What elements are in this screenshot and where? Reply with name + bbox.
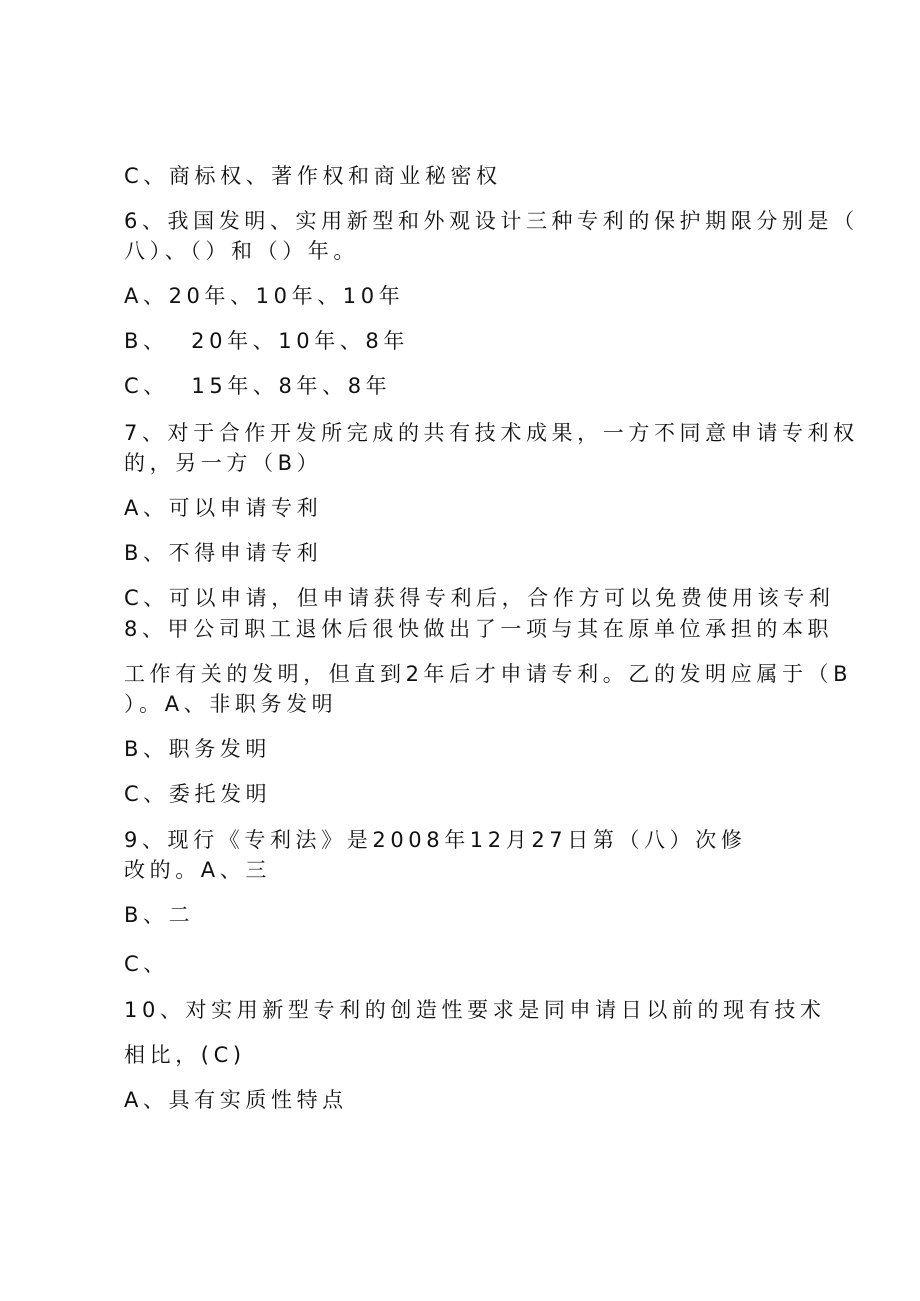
q9-option-c: C、 (124, 952, 169, 976)
q8-option-c: C、委托发明 (124, 782, 272, 806)
q7-option-b: B、不得申请专利 (124, 541, 323, 565)
q6-option-b: B、 20年、10年、8年 (124, 329, 409, 353)
q10-option-a: A、具有实质性特点 (124, 1088, 348, 1112)
q6-stem-line-1: 6、我国发明、实用新型和外观设计三种专利的保护期限分别是（ (124, 209, 859, 233)
q7-stem-line-2: 的，另一方（B） (124, 451, 323, 475)
q9-stem-line-1: 9、现行《专利法》是2008年12月27日第（八）次修 (124, 828, 747, 852)
q7-option-a: A、可以申请专利 (124, 496, 323, 520)
q7-option-c: C、可以申请，但申请获得专利后，合作方可以免费使用该专利 (124, 586, 835, 610)
q7-stem-line-1: 7、对于合作开发所完成的共有技术成果，一方不同意申请专利权 (124, 421, 859, 445)
q6-option-a: A、20年、10年、10年 (124, 284, 405, 308)
q10-stem-line-1: 10、对实用新型专利的创造性要求是同申请日以前的现有技术 (124, 998, 826, 1022)
q5-option-c: C、商标权、著作权和商业秘密权 (124, 164, 502, 188)
q8-stem-line-1: 8、甲公司职工退休后很快做出了一项与其在原单位承担的本职 (124, 617, 834, 641)
q8-option-b: B、职务发明 (124, 737, 272, 761)
q9-option-b: B、二 (124, 903, 195, 927)
q10-stem-line-2: 相比，(C) (124, 1043, 246, 1067)
q8-stem-line-2: 工作有关的发明，但直到2年后才申请专利。乙的发明应属于（B (124, 662, 853, 686)
q6-option-c: C、 15年、8年、8年 (124, 374, 392, 398)
q9-stem-line-2: 改的。A、三 (124, 858, 271, 882)
q6-stem-line-2: 八）、（）和（）年。 (124, 239, 359, 263)
q8-option-a: ）。A、非职务发明 (124, 692, 338, 716)
